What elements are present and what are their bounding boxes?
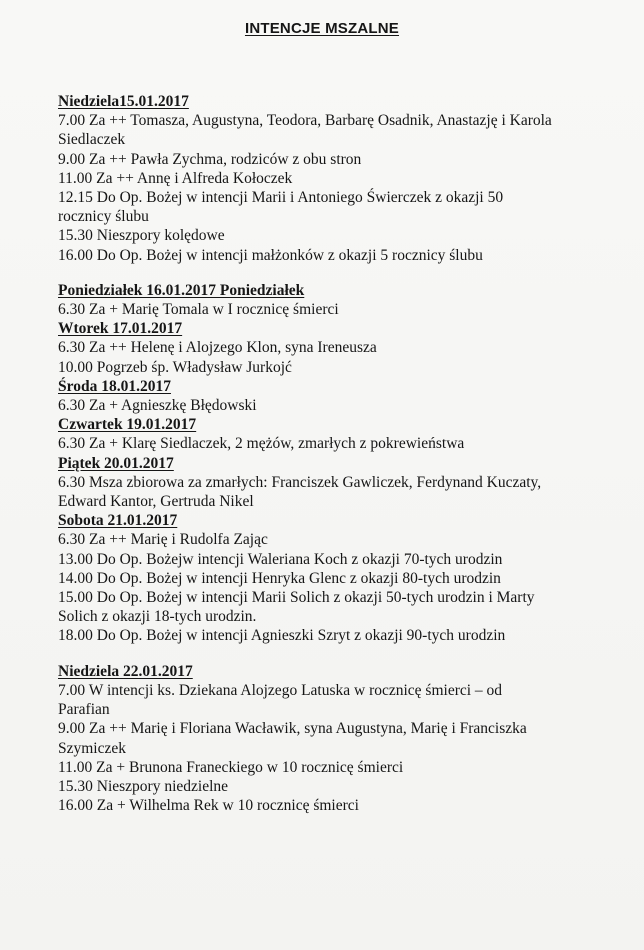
day-heading: Czwartek 19.01.2017 bbox=[58, 416, 197, 434]
day-section bbox=[58, 415, 628, 453]
intention-line: 14.00 Do Op. Bożej w intencji Henryka Glenc z okazji 80-tych urodzin bbox=[58, 569, 501, 587]
day-section bbox=[58, 511, 628, 645]
day-section bbox=[58, 92, 628, 265]
intention-line: 7.00 Za ++ Tomasza, Augustyna, Teodora, Barbarę Osadnik, Anastazję i Karola bbox=[58, 112, 552, 130]
day-heading: Poniedziałek 16.01.2017 Poniedziałek bbox=[58, 281, 305, 299]
intention-line: 6.30 Za + Klarę Siedlaczek, 2 mężów, zmarłych z pokrewieństwa bbox=[58, 435, 465, 453]
day-heading: Środa 18.01.2017 bbox=[58, 377, 171, 395]
intention-line: 15.30 Nieszpory niedzielne bbox=[58, 777, 229, 795]
day-section bbox=[58, 319, 628, 377]
intention-line: Edward Kantor, Gertruda Nikel bbox=[58, 493, 254, 511]
intention-line: 6.30 Za + Agnieszkę Błędowski bbox=[58, 397, 257, 415]
intention-line: 6.30 Msza zbiorowa za zmarłych: Franciszek Gawliczek, Ferdynand Kuczaty, bbox=[58, 473, 542, 491]
intention-line: 16.00 Za + Wilhelma Rek w 10 rocznicę śmierci bbox=[58, 797, 359, 815]
intention-line: 11.00 Za ++ Annę i Alfreda Kołoczek bbox=[58, 169, 293, 187]
intention-line: 9.00 Za ++ Pawła Zychma, rodziców z obu stron bbox=[58, 150, 362, 168]
intention-line: Szymiczek bbox=[58, 739, 127, 757]
intention-line: 11.00 Za + Brunona Franeckiego w 10 rocznicę śmierci bbox=[58, 758, 404, 776]
day-section bbox=[58, 281, 628, 319]
intention-line: 15.30 Nieszpory kolędowe bbox=[58, 227, 225, 245]
day-section bbox=[58, 454, 628, 512]
intention-line: 6.30 Za + Marię Tomala w I rocznicę śmierci bbox=[58, 301, 339, 319]
intention-line: Siedlaczek bbox=[58, 131, 126, 149]
intention-line: 9.00 Za ++ Marię i Floriana Wacławik, syna Augustyna, Marię i Franciszka bbox=[58, 720, 527, 738]
intention-line: 6.30 Za ++ Helenę i Alojzego Klon, syna Ireneusza bbox=[58, 339, 377, 357]
day-heading: Niedziela 22.01.2017 bbox=[58, 662, 193, 680]
day-heading: Niedziela15.01.2017 bbox=[58, 93, 189, 110]
day-heading: Wtorek 17.01.2017 bbox=[58, 320, 183, 338]
intention-line: 18.00 Do Op. Bożej w intencji Agnieszki Szryt z okazji 90-tych urodzin bbox=[58, 627, 506, 645]
day-section bbox=[58, 377, 628, 415]
intention-line: 12.15 Do Op. Bożej w intencji Marii i Antoniego Świerczek z okazji 50 bbox=[58, 189, 504, 207]
intentions-list bbox=[58, 92, 628, 815]
day-section bbox=[58, 662, 628, 816]
day-heading: Piątek 20.01.2017 bbox=[58, 454, 174, 472]
intention-line: 15.00 Do Op. Bożej w intencji Marii Solich z okazji 50-tych urodzin i Marty bbox=[58, 589, 535, 607]
intention-line: 7.00 W intencji ks. Dziekana Alojzego Latuska w rocznicę śmierci – od bbox=[58, 681, 503, 699]
intention-line: rocznicy ślubu bbox=[58, 208, 149, 226]
intention-line: 16.00 Do Op. Bożej w intencji małżonków z okazji 5 rocznicy ślubu bbox=[58, 246, 483, 264]
intention-line: 13.00 Do Op. Bożejw intencji Waleriana Koch z okazji 70-tych urodzin bbox=[58, 550, 503, 568]
intention-line: 10.00 Pogrzeb śp. Władysław Jurkojć bbox=[58, 358, 292, 376]
day-heading: Sobota 21.01.2017 bbox=[58, 512, 178, 530]
intention-line: Solich z okazji 18-tych urodzin. bbox=[58, 608, 257, 626]
intention-line: 6.30 Za ++ Marię i Rudolfa Zając bbox=[58, 531, 268, 549]
document-title: INTENCJE MSZALNE bbox=[244, 20, 400, 37]
intention-line: Parafian bbox=[58, 701, 110, 719]
